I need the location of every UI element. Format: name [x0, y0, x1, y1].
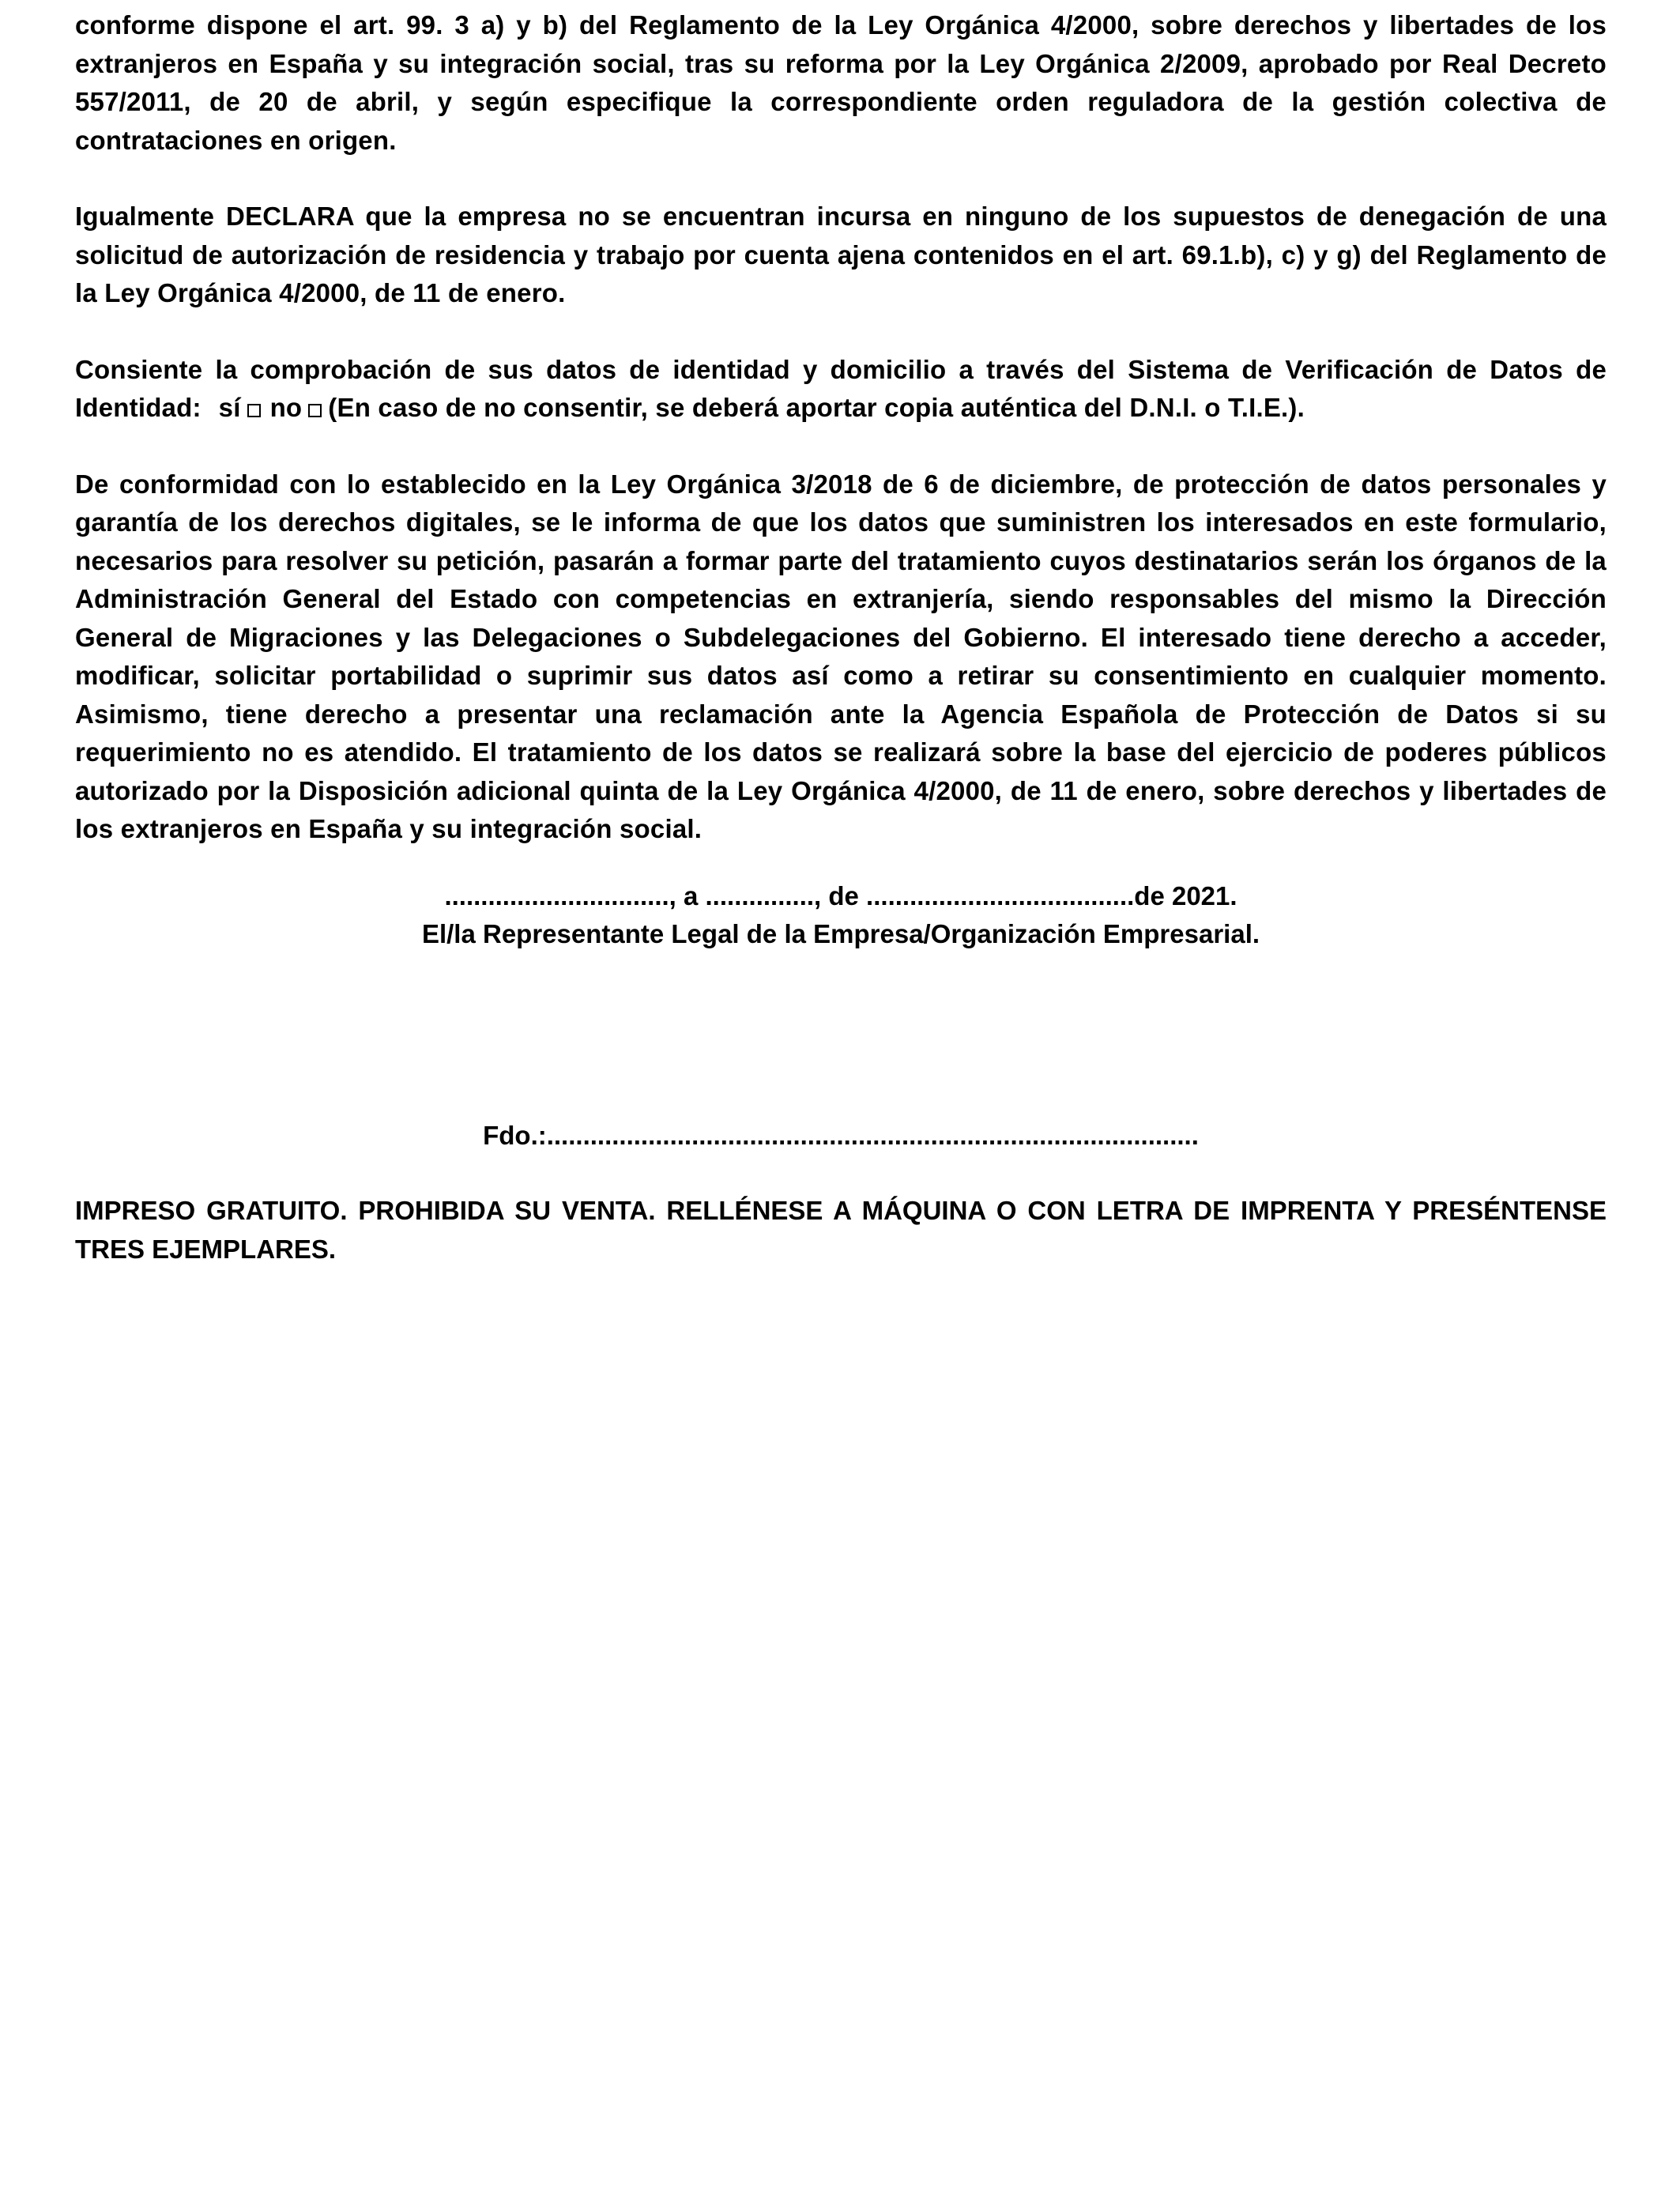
consent-note-text: (En caso de no consentir, se deberá aportar copia auténtica del D.N.I. o T.I.E.).: [328, 393, 1305, 422]
paragraph-consentimiento: [75, 351, 1607, 428]
consent-no-label: no: [269, 393, 303, 422]
signature-line: Fdo.:..........................................................................................: [483, 1121, 1199, 1150]
consent-yes-checkbox[interactable]: [247, 404, 261, 417]
date-block: [75, 877, 1607, 954]
consent-no-checkbox[interactable]: [308, 404, 322, 417]
consent-lead-text: Consiente la comprobación de sus datos de identidad y domicilio a través del Sistema de Verificación de Datos de Identidad:: [75, 354, 1607, 422]
paragraph-declaracion: Igualmente DECLARA que la empresa no se encuentran incursa en ninguno de los supuestos de denegación de una solicitud de autorización de residencia y trabajo por cuenta ajena contenidos en el art. 69.1.b), c) y g) del Reglamento de la Ley Orgánica 4/2000, de 11 de enero.: [75, 202, 1607, 307]
consent-yes-label: sí: [218, 393, 241, 422]
document-page: [75, 6, 1607, 1264]
representative-line: El/la Representante Legal de la Empresa/Organización Empresarial.: [421, 919, 1260, 948]
footer-note: IMPRESO GRATUITO. PROHIBIDA SU VENTA. RELLÉNESE A MÁQUINA O CON LETRA DE IMPRENTA Y PRESÉNTENSE TRES EJEMPLARES.: [75, 1196, 1607, 1264]
signature-block: [75, 1117, 1607, 1155]
paragraph-reglamento: conforme dispone el art. 99. 3 a) y b) del Reglamento de la Ley Orgánica 4/2000, sobre derechos y libertades de los extranjeros en España y su integración social, tras su reforma por la Ley Orgánica 2/2009, aprobado por Real Decreto 557/2011, de 20 de abril, y según especifique la correspondiente orden reguladora de la gestión colectiva de contrataciones en origen.: [75, 10, 1607, 155]
date-line: ..............................., a ..............., de .....................................de 2021.: [444, 880, 1237, 910]
paragraph-proteccion-datos: De conformidad con lo establecido en la Ley Orgánica 3/2018 de 6 de diciembre, de protección de datos personales y garantía de los derechos digitales, se le informa de que los datos que suministren los interesados en este formulario, necesarios para resolver su petición, pasarán a formar parte del tratamiento cuyos destinatarios serán los órganos de la Administración General del Estado con competencias en extranjería, siendo responsables del mismo la Dirección General de Migraciones y las Delegaciones o Subdelegaciones del Gobierno. El interesado tiene derecho a acceder, modificar, solicitar portabilidad o suprimir sus datos así como a retirar su consentimiento en cualquier momento. Asimismo, tiene derecho a presentar una reclamación ante la Agencia Española de Protección de Datos si su requerimiento no es atendido. El tratamiento de los datos se realizará sobre la base del ejercicio de poderes públicos autorizado por la Disposición adicional quinta de la Ley Orgánica 4/2000, de 11 de enero, sobre derechos y libertades de los extranjeros en España y su integración social.: [75, 469, 1607, 843]
